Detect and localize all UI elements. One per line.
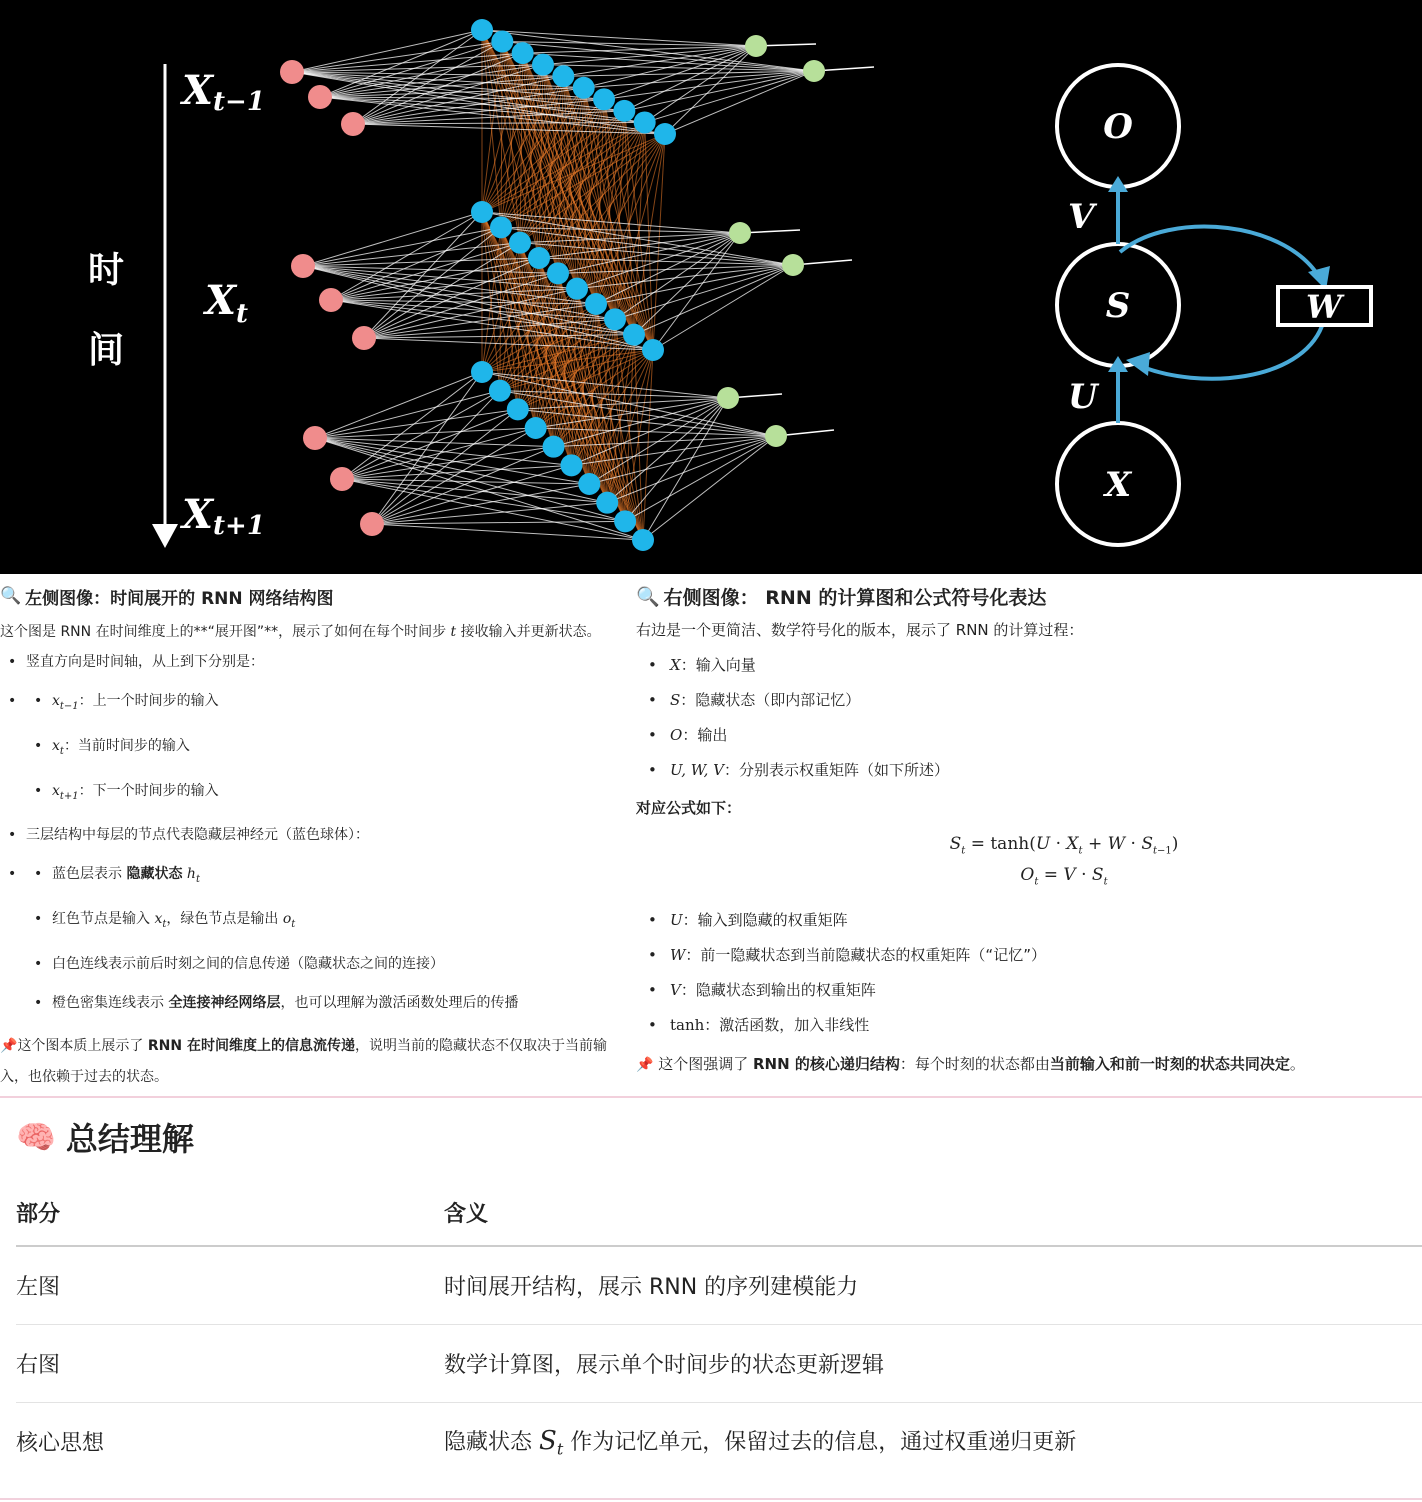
hidden-node xyxy=(528,247,550,269)
hidden-node xyxy=(490,216,512,238)
hidden-node xyxy=(471,19,493,41)
formula-heading: 对应公式如下： xyxy=(636,799,742,817)
hidden-node xyxy=(613,100,635,122)
list-item: • V：隐藏状态到输出的权重矩阵 xyxy=(636,980,1422,1000)
pushpin-icon: 📌 xyxy=(0,1037,18,1054)
hidden-node xyxy=(585,293,607,315)
left-image-explanation xyxy=(0,578,630,1093)
input-link xyxy=(372,447,554,524)
hidden-node xyxy=(512,42,534,64)
input-node xyxy=(308,85,332,109)
hidden-node xyxy=(532,54,554,76)
input-link xyxy=(315,438,571,465)
right-note: 📌 这个图强调了 RNN 的核心递归结构：每个时刻的状态都由当前输入和前一时刻的状态共同决定。 xyxy=(636,1049,1422,1081)
hidden-node xyxy=(642,339,664,361)
summary-table xyxy=(16,1180,1422,1480)
list-item-group xyxy=(0,691,630,806)
input-node xyxy=(303,426,327,450)
w-box-label: W xyxy=(1306,288,1342,326)
input-link xyxy=(342,465,571,479)
hidden-node xyxy=(509,232,531,254)
input-node xyxy=(291,254,315,278)
list-item: • 橙色密集连线表示 全连接神经网络层，也可以理解为激活函数处理后的传播 xyxy=(0,993,630,1013)
rnn-unrolled-network xyxy=(0,0,1422,574)
output-link xyxy=(665,46,756,134)
output-link xyxy=(624,71,814,111)
arrow-s-to-o-head xyxy=(1108,176,1128,192)
input-link xyxy=(342,391,500,479)
table-row xyxy=(16,1402,1422,1480)
label-u: U xyxy=(1068,377,1098,417)
input-node xyxy=(360,512,384,536)
hidden-node xyxy=(578,473,600,495)
rnn-computation-graph xyxy=(1057,65,1371,545)
input-node xyxy=(330,467,354,491)
list-item: • U, W, V：分别表示权重矩阵（如下所述） xyxy=(636,760,1422,780)
hidden-node xyxy=(471,201,493,223)
right-image-explanation xyxy=(636,578,1422,1081)
output-link xyxy=(634,233,740,335)
list-item: • • $x_{t-1}$：上一个时间步的输入 xyxy=(0,691,630,717)
time-label-1: 时 xyxy=(88,250,125,291)
input-link xyxy=(331,289,577,300)
input-node xyxy=(352,326,376,350)
output-node xyxy=(717,387,739,409)
hidden-node xyxy=(632,529,654,551)
output-link xyxy=(653,233,740,350)
list-item: • 竖直方向是时间轴，从上到下分别是： xyxy=(0,652,630,672)
hidden-node xyxy=(489,380,511,402)
formula-block xyxy=(636,832,1422,895)
list-item: • S：隐藏状态（即内部记忆） xyxy=(636,690,1422,710)
node-s-label: S xyxy=(1105,286,1131,326)
list-item: • W：前一隐藏状态到当前隐藏状态的权重矩阵（“记忆”） xyxy=(636,945,1422,965)
output-link xyxy=(625,398,728,521)
hidden-node xyxy=(547,262,569,284)
header-part: 部分 xyxy=(16,1180,444,1246)
right-intro: 右边是一个更简洁、数学符号化的版本，展示了 RNN 的计算过程： xyxy=(636,621,1084,639)
output-node xyxy=(729,222,751,244)
formula-line-2: $O_t = V \cdot S_t$ xyxy=(1020,865,1108,888)
hidden-node xyxy=(566,278,588,300)
hidden-node xyxy=(604,308,626,330)
input-link xyxy=(342,479,589,484)
summary-section xyxy=(0,1098,1422,1502)
input-node xyxy=(319,288,343,312)
input-node xyxy=(341,112,365,136)
header-meaning: 含义 xyxy=(444,1180,1422,1246)
input-link xyxy=(315,372,482,438)
node-x-label: X xyxy=(1104,465,1132,505)
pushpin-icon: 📌 xyxy=(636,1056,654,1073)
hidden-node xyxy=(552,65,574,87)
left-intro: 这个图是 RNN 在时间维度上的**“展开图”**，展示了如何在每个时间步 t 接收输入并更新状态。 xyxy=(0,624,601,640)
output-node xyxy=(765,425,787,447)
input-link xyxy=(364,212,482,338)
output-link xyxy=(634,265,793,335)
hidden-node xyxy=(573,77,595,99)
time-axis-arrowhead xyxy=(152,524,178,548)
hidden-node xyxy=(654,123,676,145)
cell-meaning: 隐藏状态 $S_t$ 作为记忆单元，保留过去的信息，通过权重递归更新 xyxy=(444,1425,1077,1458)
x-prev-label: Xt−1 xyxy=(182,67,265,117)
output-node xyxy=(782,254,804,276)
input-link xyxy=(372,372,482,524)
left-section-title: 🔍 左侧图像：时间展开的 RNN 网络结构图 xyxy=(0,586,334,609)
output-node xyxy=(803,60,825,82)
recurrent-loop-bottom xyxy=(1140,326,1322,379)
cell-meaning: 数学计算图，展示单个时间步的状态更新逻辑 xyxy=(444,1324,1422,1402)
hidden-node xyxy=(543,436,565,458)
output-node xyxy=(745,35,767,57)
hidden-node xyxy=(596,492,618,514)
left-note: 📌这个图本质上展示了 RNN 在时间维度上的信息流传递，说明当前的隐藏状态不仅取决于当前输入，也依赖于过去的状态。 xyxy=(0,1031,630,1093)
label-v: V xyxy=(1068,197,1095,237)
bottom-divider xyxy=(0,1498,1422,1500)
cell-part: 核心思想 xyxy=(16,1430,105,1456)
x-cur-label: Xt xyxy=(205,277,249,329)
hidden-node xyxy=(614,510,636,532)
magnifier-icon: 🔍 xyxy=(0,586,22,606)
hidden-node xyxy=(560,454,582,476)
right-section-title: 🔍 右侧图像： RNN 的计算图和公式符号化表达 xyxy=(636,585,1047,609)
list-item: • • 蓝色层表示 隐藏状态 $h_t$ xyxy=(0,864,630,890)
hidden-node xyxy=(507,398,529,420)
list-item: • tanh：激活函数，加入非线性 xyxy=(636,1015,1422,1035)
list-item: • U：输入到隐藏的权重矩阵 xyxy=(636,910,1422,930)
list-item: • 白色连线表示前后时刻之间的信息传递（隐藏状态之间的连接） xyxy=(0,954,630,974)
time-label-2: 间 xyxy=(88,330,125,371)
input-link xyxy=(292,42,502,72)
summary-title: 🧠 总结理解 xyxy=(16,1118,194,1158)
brain-icon: 🧠 xyxy=(16,1118,56,1156)
output-link xyxy=(607,436,776,503)
list-item: • 红色节点是输入 $x_t$，绿色节点是输出 $o_t$ xyxy=(0,909,630,935)
hidden-node xyxy=(491,31,513,53)
output-link xyxy=(643,398,728,540)
table-row xyxy=(16,1246,1422,1324)
cell-meaning: 时间展开结构，展示 RNN 的序列建模能力 xyxy=(444,1246,1422,1324)
hidden-node xyxy=(593,88,615,110)
list-item-group xyxy=(0,864,630,1013)
cell-part: 右图 xyxy=(16,1324,444,1402)
list-item: • $x_{t+1}$：下一个时间步的输入 xyxy=(0,781,630,807)
hidden-node xyxy=(634,111,656,133)
input-node xyxy=(280,60,304,84)
input-link xyxy=(320,88,584,97)
hidden-node xyxy=(471,361,493,383)
x-next-label: Xt+1 xyxy=(182,491,265,541)
input-link xyxy=(303,212,482,266)
output-link xyxy=(645,46,756,122)
formula-line-1: $S_t = \tanh(U \cdot X_t + W \cdot S_{t-1})$ xyxy=(949,834,1179,857)
table-header-row xyxy=(16,1180,1422,1246)
list-item: • $x_t$：当前时间步的输入 xyxy=(0,736,630,762)
output-link xyxy=(643,436,776,540)
list-item: • O：输出 xyxy=(636,725,1422,745)
hidden-node xyxy=(623,324,645,346)
magnifier-icon: 🔍 xyxy=(636,585,660,608)
input-link xyxy=(331,300,596,304)
node-o-label: O xyxy=(1103,107,1133,147)
table-row xyxy=(16,1324,1422,1402)
list-item: • 三层结构中每层的节点代表隐藏层神经元（蓝色球体）： xyxy=(0,825,630,845)
list-item: • X：输入向量 xyxy=(636,655,1422,675)
cell-part: 左图 xyxy=(16,1246,444,1324)
rnn-figure-banner xyxy=(0,0,1422,574)
output-link xyxy=(645,71,814,122)
hidden-node xyxy=(525,417,547,439)
